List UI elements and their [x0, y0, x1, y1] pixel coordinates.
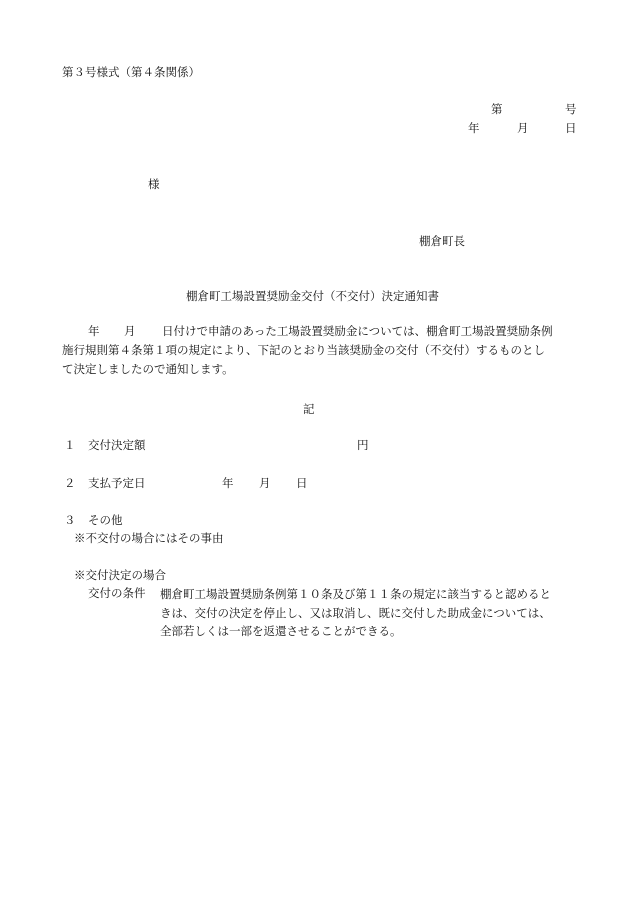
- body-line-2: 施行規則第４条第１項の規定により、下記のとおり当該奨励金の交付（不交付）するものとし: [62, 343, 545, 357]
- doc-number-suffix: 号: [565, 102, 577, 116]
- form-number: 第３号様式（第４条関係）: [62, 65, 200, 79]
- body-line-1: 日付けで申請のあった工場設置奨励金については、棚倉町工場設置奨励条例: [162, 324, 553, 338]
- item3-label: その他: [88, 513, 123, 527]
- item2-day: 日: [296, 476, 308, 490]
- doc-number-prefix: 第: [491, 102, 503, 116]
- condition-line-2: きは、交付の決定を停止し、又は取消し、既に交付した助成金については、: [160, 605, 551, 620]
- condition-line-3: 全部若しくは一部を返還させることができる。: [160, 624, 402, 638]
- body-date-year: 年: [88, 324, 100, 338]
- ki-heading: 記: [303, 402, 315, 416]
- item1-label: 交付決定額: [88, 438, 146, 452]
- item1-number: １: [64, 438, 76, 452]
- item2-number: ２: [64, 476, 76, 490]
- date-year-label: 年: [468, 121, 480, 135]
- addressee-honorific: 様: [148, 177, 160, 191]
- item2-month: 月: [259, 476, 271, 490]
- body-date-month: 月: [124, 324, 136, 338]
- date-month-label: 月: [517, 121, 529, 135]
- condition-line-1: 棚倉町工場設置奨励条例第１０条及び第１１条の規定に該当すると認めると: [160, 587, 551, 601]
- item2-label: 支払予定日: [88, 476, 146, 490]
- issuer-name: 棚倉町長: [419, 234, 465, 248]
- condition-text: [160, 585, 590, 641]
- item2-year: 年: [222, 476, 234, 490]
- item3-number: ３: [64, 513, 76, 527]
- note-grant-case: ※交付決定の場合: [74, 568, 166, 582]
- item1-unit: 円: [357, 438, 369, 452]
- body-line-3: て決定しましたので通知します。: [62, 362, 234, 376]
- document-title: 棚倉町工場設置奨励金交付（不交付）決定通知書: [186, 289, 439, 303]
- condition-label: 交付の条件: [88, 586, 146, 600]
- date-day-label: 日: [565, 121, 577, 135]
- note-non-grant: ※不交付の場合にはその事由: [74, 531, 224, 545]
